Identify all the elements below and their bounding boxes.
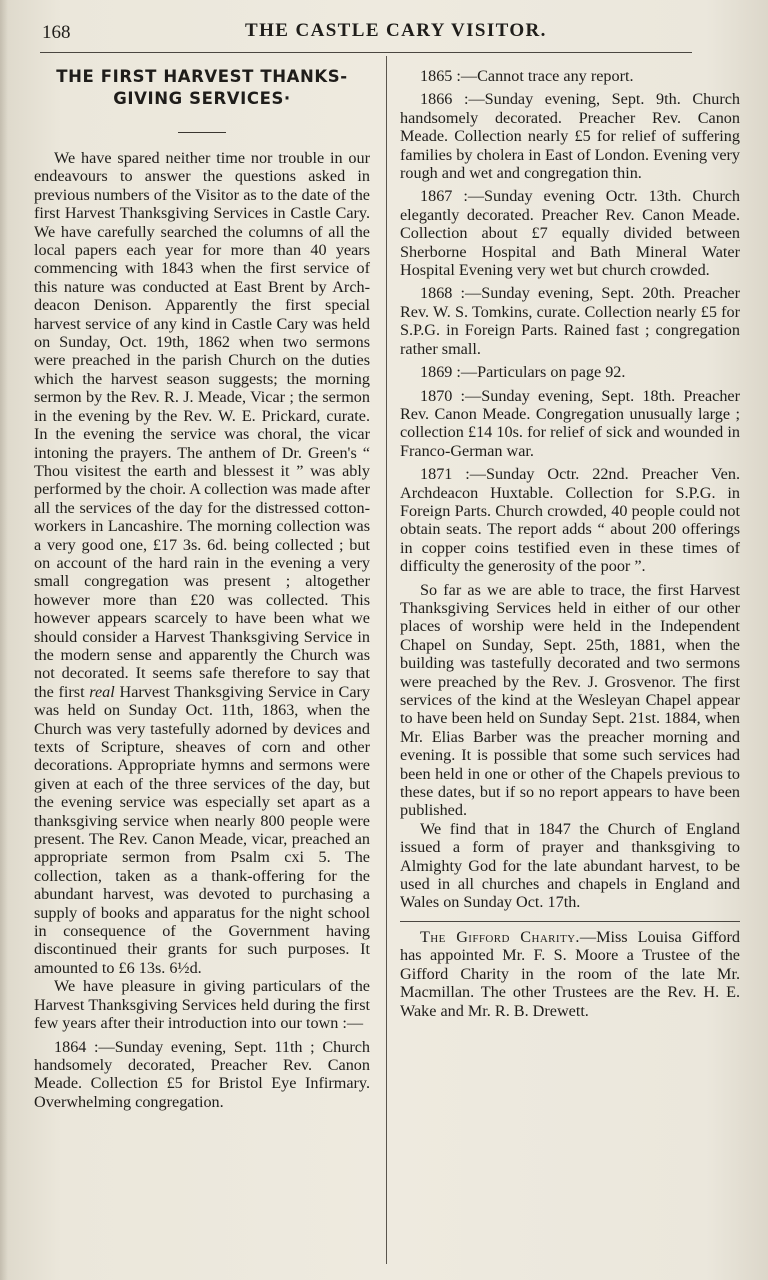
paragraph-2: We have pleasure in giving particulars of the Harvest Thanksgiving Services held during the first few years after their introduction into our town :— bbox=[34, 977, 370, 1033]
page-header bbox=[0, 18, 768, 48]
paper-edge-shadow bbox=[0, 0, 8, 1280]
header-rule bbox=[40, 52, 692, 53]
paragraph-1-part-a: We have spared neither time nor trouble in our endeavours to answer the questions asked in previous numbers of the Visitor as to the date of the first Harvest Thanksgiving Services in Castle Cary. We have carefully searched the columns of all the local papers each year for more than 40 years commencing with 1843 when the first service of this nature was conducted at East Brent by Archdeacon Denison. Apparently the first special harvest service of any kind in Castle Cary was held on Sunday, Oct. 19th, 1862 when two sermons were preached in the parish Church on the duties which the harvest season suggests; the morning sermon by the Rev. R. J. Meade, Vicar ; the sermon in the evening by the Rev. W. E. Prickard, curate. In the evening the service was choral, the vicar intoning the prayers. The anthem of Dr. Green's “ Thou visitest the earth and blessest it ” was ably performed by the choir. A collection was made after all the services of the day for the distressed cotton-workers in Lancashire. The morning collection was a very good one, £17 3s. 6d. being collected ; but on account of the hard rain in the evening a very small congregation was present ; altogether however more than £20 was collected. This however appears scarcely to have been what we should consider a Harvest Thanksgiving Service in the modern sense and apparently the Church was not decorated. It seems safe therefore to say that the first bbox=[34, 149, 370, 701]
page-number: 168 bbox=[42, 22, 71, 43]
article-title-line-1: THE FIRST HARVEST THANKS- bbox=[56, 67, 348, 86]
entry-1869: 1869 :—Particulars on page 92. bbox=[420, 363, 626, 382]
entry-1870: 1870 :—Sunday evening, Sept. 18th. Preacher Rev. Canon Meade. Congregation unusually large ; collection £14 10s. for relief of sick and wounded in Franco-German war. bbox=[400, 386, 740, 460]
gifford-charity-notice bbox=[400, 928, 740, 1020]
running-head: THE CASTLE CARY VISITOR. bbox=[245, 20, 547, 41]
gifford-heading: The Gifford Charity. bbox=[420, 927, 580, 946]
paragraph-4: We find that in 1847 the Church of England issued a form of prayer and thanksgiving to Almighty God for the late abundant harvest, to be used in all churches and chapels in England and Wales on Sunday Oct. 17th. bbox=[400, 819, 740, 912]
gifford-text: —Miss Louisa Gifford has appointed Mr. F. S. Moore a Trustee of the Gifford Charity in the room of the late Mr. Macmillan. The other Trustees are the Rev. H. E. Wake and Mr. R. B. Drewett. bbox=[400, 927, 740, 1020]
section-rule bbox=[400, 921, 740, 922]
entry-1866: 1866 :—Sunday evening, Sept. 9th. Church handsomely decorated. Preacher Rev. Canon Meade. Collection nearly £5 for relief of suffering families by cholera in East of London. Evening very rough and wet and congregation thin. bbox=[400, 90, 740, 183]
paragraph-3: So far as we are able to trace, the first Harvest Thanksgiving Services held in either of our other places of worship were held in the Independent Chapel on Sunday, Sept. 25th, 1881, when the building was tastefully decorated and two sermons were preached by the Rev. J. Grosvenor. The first services of the kind at the Wesleyan Chapel appear to have been held on Sunday Sept. 21st. 1884, when Mr. Elias Barber was the preacher morning and evening. It is possible that some such services had been held in one or other of the Chapels previous to these dates, but if so no report appears to have been published. bbox=[400, 580, 740, 820]
entry-1867: 1867 :—Sunday evening Octr. 13th. Church elegantly decorated. Preacher Rev. Canon Meade. Collection about £7 equally divided between Sherborne Hospital and Bath Mineral Water Hospital Evening very wet but church crowded. bbox=[400, 187, 740, 280]
paragraph-1 bbox=[34, 149, 370, 977]
article-title bbox=[34, 66, 370, 110]
entry-1871: 1871 :—Sunday Octr. 22nd. Preacher Ven. Archdeacon Huxtable. Collection for S.P.G. in Foreign Parts. Church crowded, 40 people could not obtain seats. The report adds “ about 200 offerings in copper coins testified even in these times of difficulty the generosity of the poor ”. bbox=[400, 465, 740, 576]
title-rule bbox=[178, 132, 226, 133]
left-column bbox=[34, 58, 370, 1111]
entry-1864: 1864 :—Sunday evening, Sept. 11th ; Church handsomely decorated, Preacher Rev. Canon Meade. Collection £5 for Bristol Eye Infirmary. Overwhelming congregation. bbox=[34, 1037, 370, 1111]
paragraph-1-part-b: Harvest Thanksgiving Service in Cary was held on Sunday Oct. 11th, 1863, when the Church was very tastefully adorned by devices and texts of Scripture, sheaves of corn and other decorations. Appropriate hymns and sermons were given at each of the three services of the day, but the evening service was especially set apart as a thanksgiving service when nearly 800 people were present. The Rev. Canon Meade, vicar, preached an appropriate sermon from Psalm cxi 5. The collection, taken as a thank-offering for the abundant harvest, was devoted to purchasing a supply of books and apparatus for the night school in consequence of the Government having discontinued their grants for such purposes. It amounted to £6 13s. 6½d. bbox=[34, 682, 371, 977]
article-title-line-2: GIVING SERVICES· bbox=[113, 89, 291, 108]
column-divider bbox=[386, 56, 387, 1264]
entry-1865: 1865 :—Cannot trace any report. bbox=[420, 67, 634, 85]
emphasis-real: real bbox=[89, 682, 115, 701]
right-column bbox=[400, 62, 740, 1020]
entry-1868: 1868 :—Sunday evening, Sept. 20th. Preacher Rev. W. S. Tomkins, curate. Collection nearly £5 for S.P.G. in Foreign Parts. Rained fast ; congregation rather small. bbox=[400, 284, 740, 358]
